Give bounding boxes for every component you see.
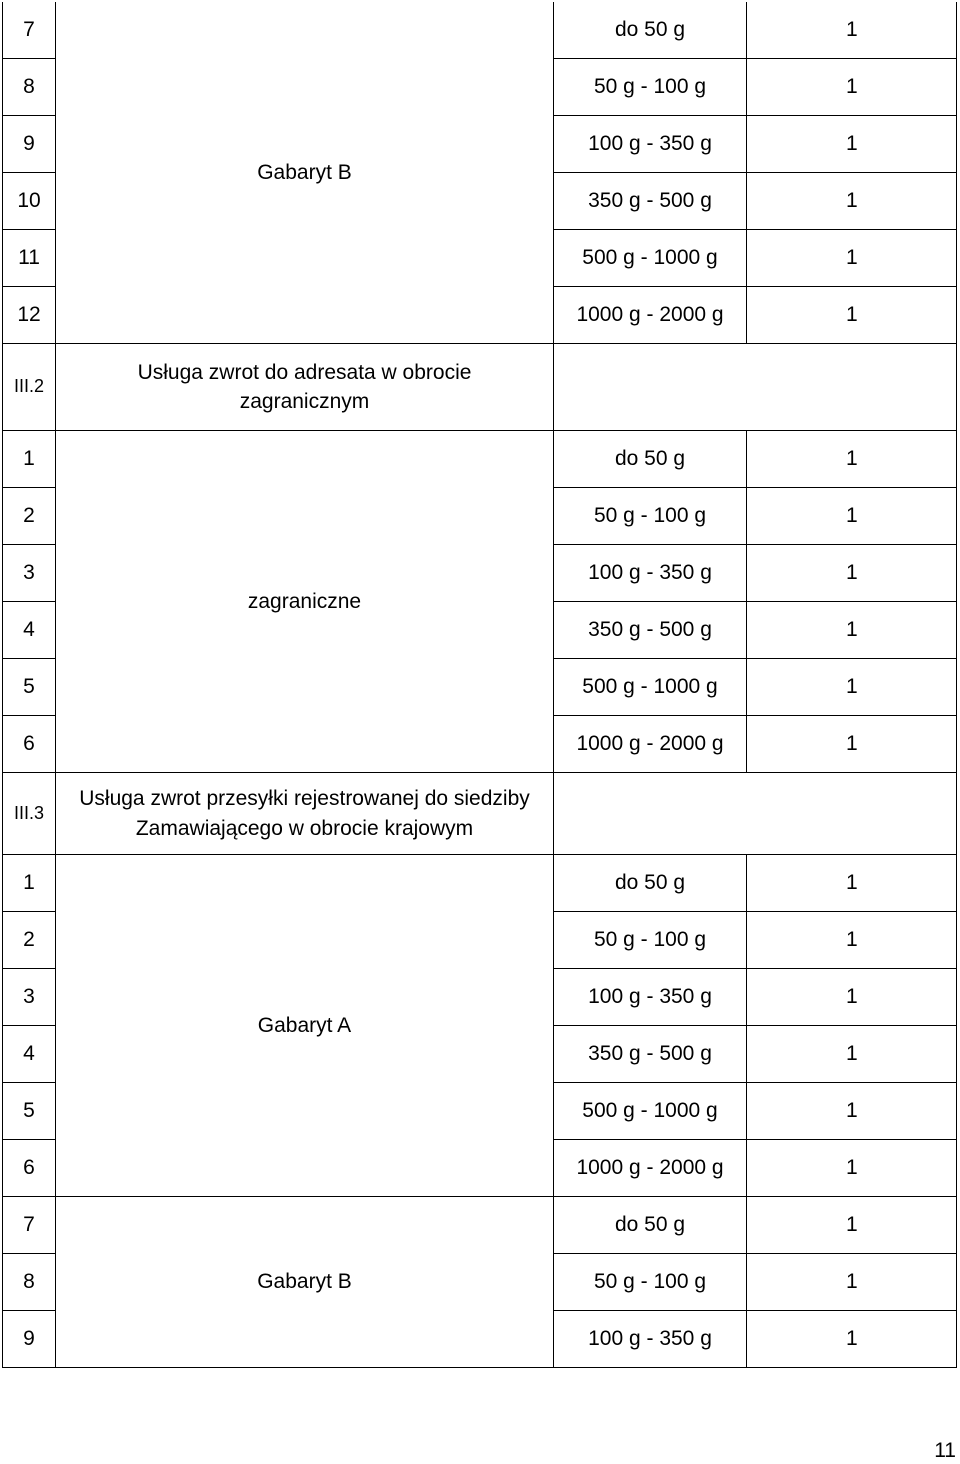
quantity: 1 [747,1197,957,1254]
row-number: 10 [3,173,56,230]
table-row [3,2,957,59]
quantity: 1 [747,488,957,545]
weight-range: 350 g - 500 g [554,602,747,659]
row-number: 4 [3,602,56,659]
quantity: 1 [747,1083,957,1140]
weight-range: do 50 g [554,1197,747,1254]
weight-range: 350 g - 500 g [554,1026,747,1083]
row-number: 3 [3,545,56,602]
group-label: Gabaryt A [56,855,554,1197]
weight-range: 350 g - 500 g [554,173,747,230]
weight-range: do 50 g [554,2,747,59]
row-number: 4 [3,1026,56,1083]
section-number: III.3 [3,773,56,855]
weight-range: 100 g - 350 g [554,545,747,602]
quantity: 1 [747,230,957,287]
section-header-row [3,773,957,855]
row-number: 9 [3,116,56,173]
quantity: 1 [747,855,957,912]
group-label: zagraniczne [56,431,554,773]
quantity: 1 [747,2,957,59]
row-number: 5 [3,659,56,716]
group-label: Gabaryt B [56,2,554,344]
weight-range: 500 g - 1000 g [554,659,747,716]
quantity: 1 [747,659,957,716]
weight-range: 50 g - 100 g [554,59,747,116]
row-number: 1 [3,855,56,912]
weight-range: 50 g - 100 g [554,912,747,969]
row-number: 9 [3,1311,56,1368]
quantity: 1 [747,969,957,1026]
table-row [3,855,957,912]
row-number: 7 [3,1197,56,1254]
row-number: 1 [3,431,56,488]
weight-range: 100 g - 350 g [554,1311,747,1368]
row-number: 7 [3,2,56,59]
weight-range: do 50 g [554,431,747,488]
quantity: 1 [747,116,957,173]
row-number: 3 [3,969,56,1026]
row-number: 5 [3,1083,56,1140]
section-number: III.2 [3,344,56,431]
weight-range: 100 g - 350 g [554,116,747,173]
weight-range: 50 g - 100 g [554,488,747,545]
quantity: 1 [747,1311,957,1368]
quantity: 1 [747,1026,957,1083]
quantity: 1 [747,912,957,969]
page-number: 11 [934,1439,956,1462]
table-row [3,1197,957,1254]
row-number: 2 [3,912,56,969]
quantity: 1 [747,431,957,488]
quantity: 1 [747,59,957,116]
row-number: 6 [3,1140,56,1197]
row-number: 12 [3,287,56,344]
weight-range: 1000 g - 2000 g [554,716,747,773]
quantity: 1 [747,287,957,344]
quantity: 1 [747,1140,957,1197]
weight-range: 500 g - 1000 g [554,1083,747,1140]
weight-range: 50 g - 100 g [554,1254,747,1311]
empty-cell [554,344,957,431]
row-number: 8 [3,1254,56,1311]
row-number: 6 [3,716,56,773]
empty-cell [554,773,957,855]
weight-range: 500 g - 1000 g [554,230,747,287]
row-number: 11 [3,230,56,287]
row-number: 2 [3,488,56,545]
quantity: 1 [747,545,957,602]
quantity: 1 [747,602,957,659]
price-table [2,2,957,1368]
group-label: Gabaryt B [56,1197,554,1368]
table-row [3,431,957,488]
quantity: 1 [747,716,957,773]
quantity: 1 [747,1254,957,1311]
quantity: 1 [747,173,957,230]
weight-range: 100 g - 350 g [554,969,747,1026]
section-title: Usługa zwrot do adresata w obrocie zagranicznym [56,344,554,431]
weight-range: 1000 g - 2000 g [554,1140,747,1197]
row-number: 8 [3,59,56,116]
weight-range: 1000 g - 2000 g [554,287,747,344]
section-title: Usługa zwrot przesyłki rejestrowanej do siedziby Zamawiającego w obrocie krajowym [56,773,554,855]
weight-range: do 50 g [554,855,747,912]
section-header-row [3,344,957,431]
